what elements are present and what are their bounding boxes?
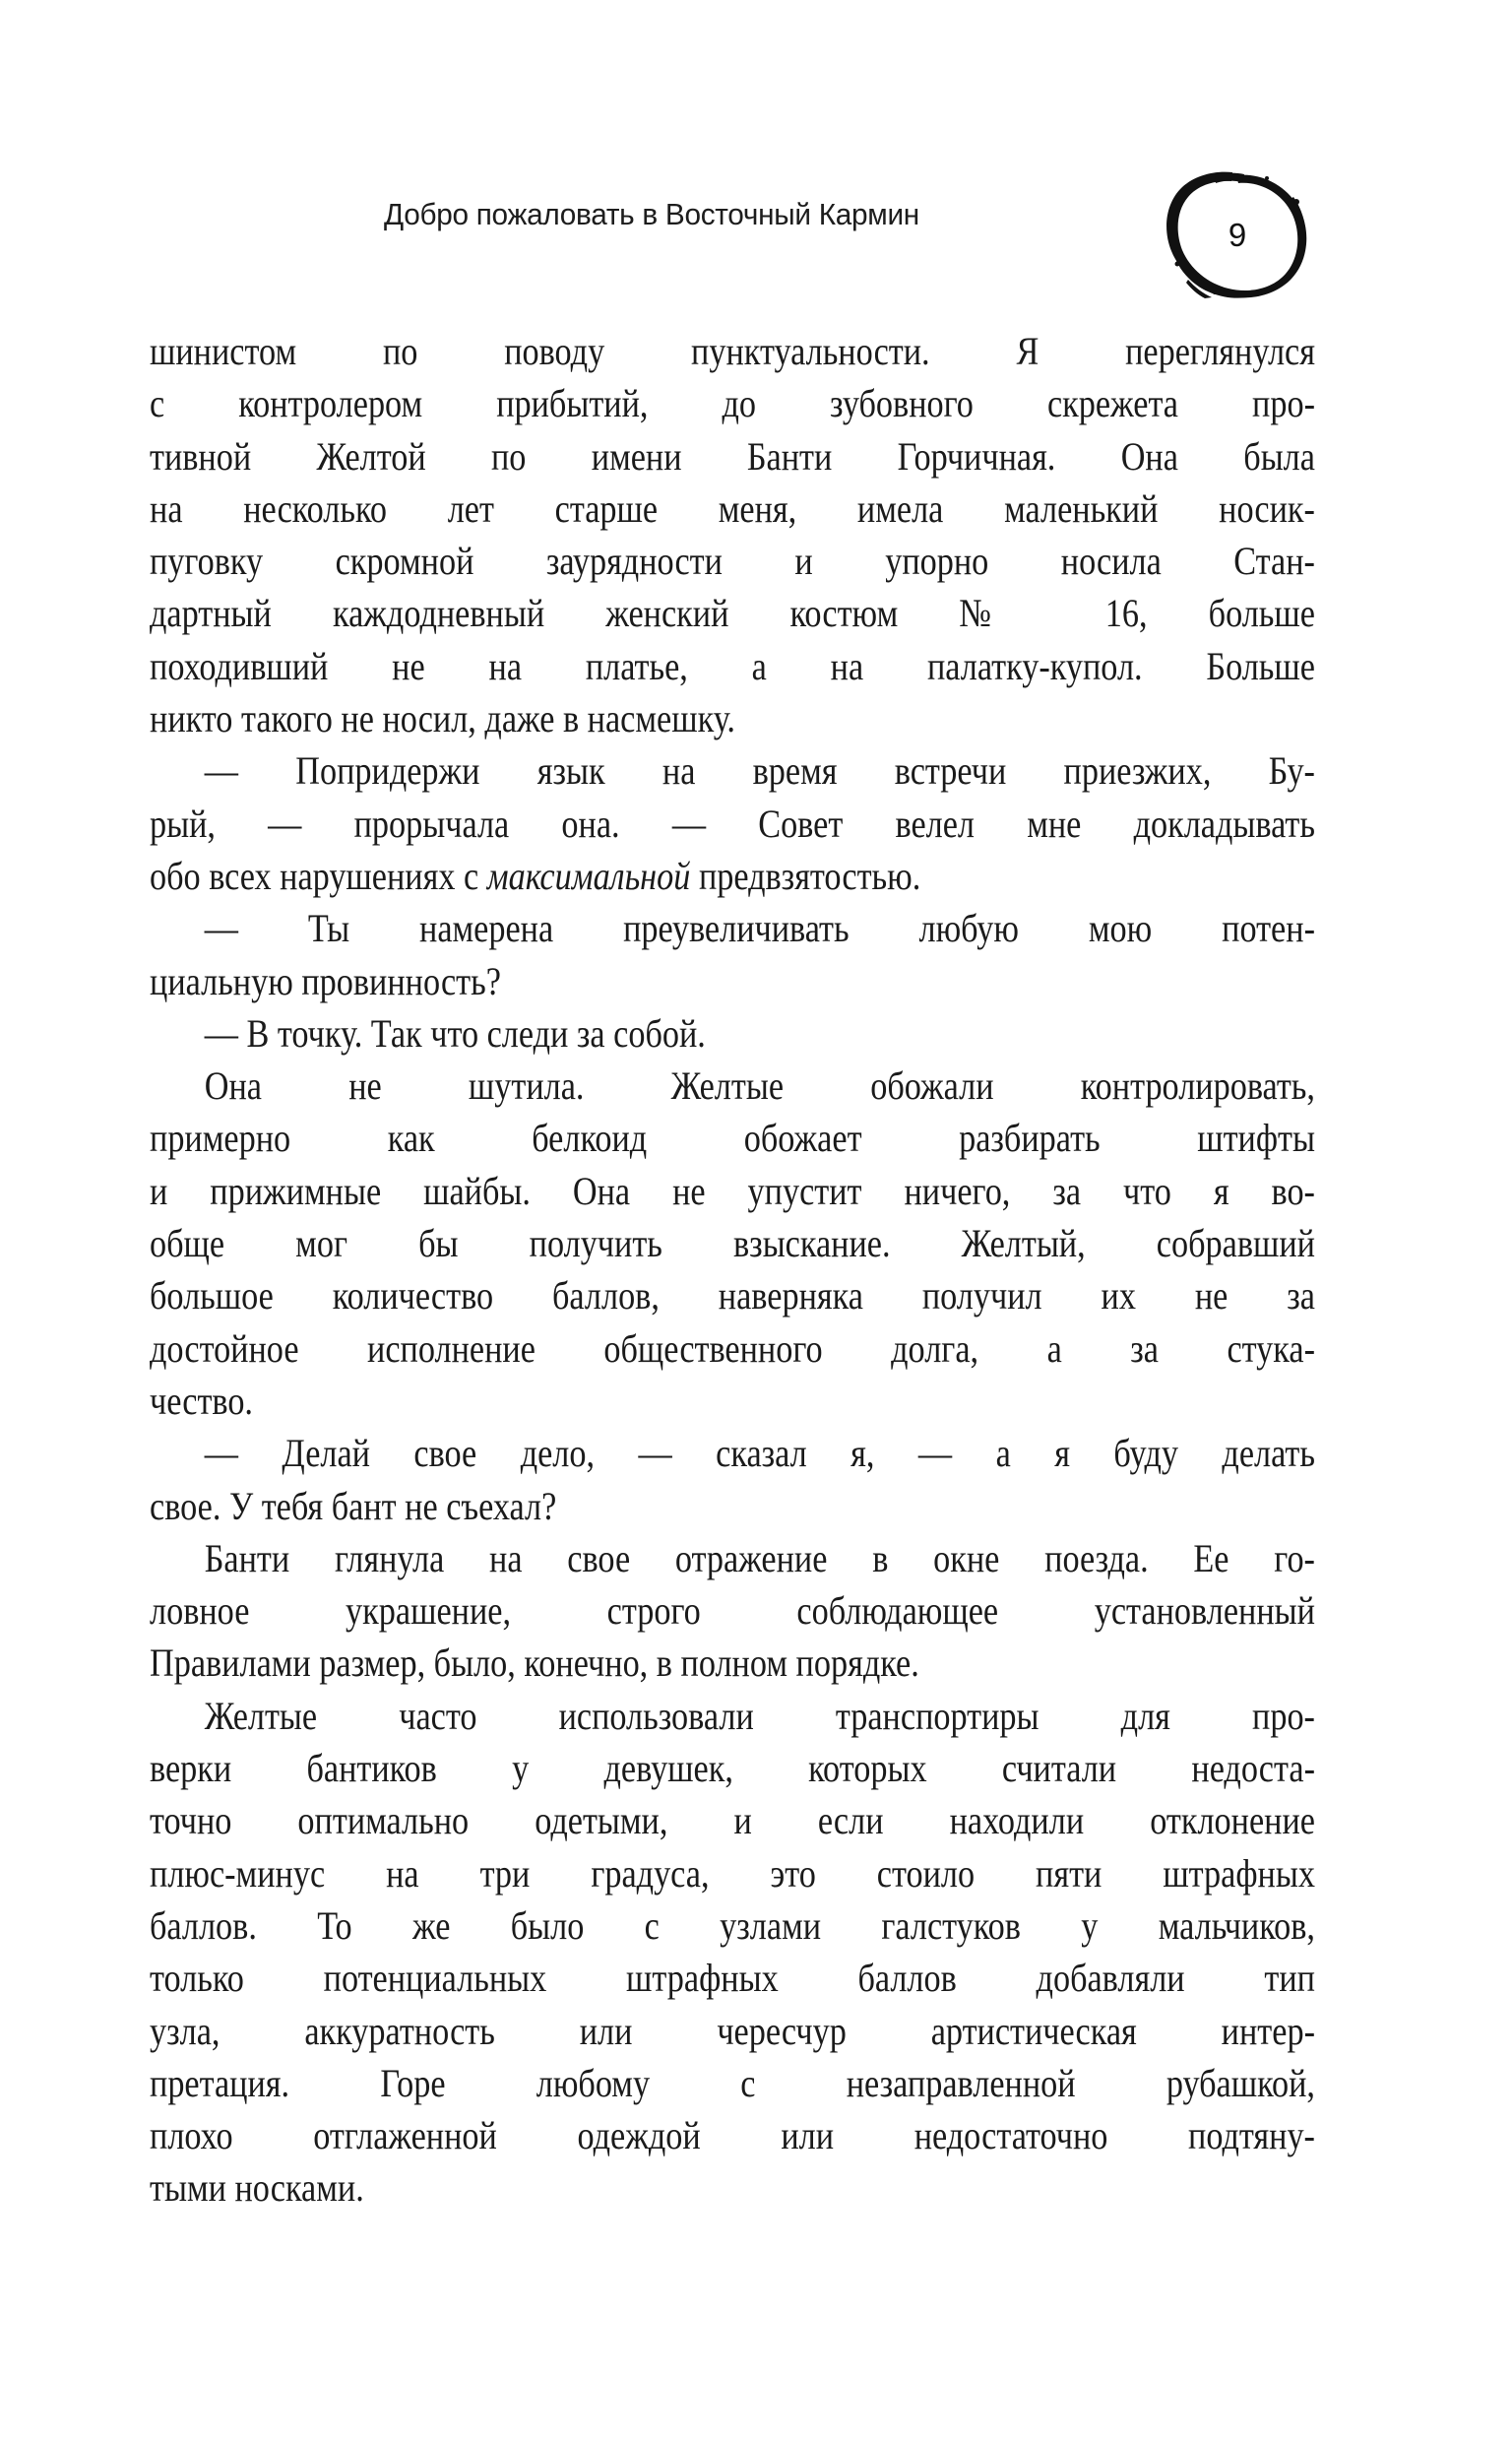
paragraph bbox=[150, 1532, 1315, 1690]
text-line: — Делай свое дело, — сказал я, — а я буду делать bbox=[204, 1431, 1315, 1476]
text-line: — В точку. Так что следи за собой. bbox=[204, 1010, 706, 1056]
text-line: Она не шутила. Желтые обожали контролировать, bbox=[204, 1063, 1315, 1109]
text-line: — Ты намерена преувеличивать любую мою потен- bbox=[204, 906, 1315, 951]
paragraph bbox=[150, 902, 1315, 1007]
page-number-ornament bbox=[1156, 169, 1313, 299]
text-line: верки бантиков у девушек, которых считали недоста- bbox=[150, 1746, 1315, 1791]
text-line: никто такого не носил, даже в насмешку. bbox=[150, 696, 735, 741]
text-line: Банти глянула на свое отражение в окне поезда. Ее го- bbox=[204, 1535, 1315, 1580]
text-line: плохо отглаженной одеждой или недостаточно подтяну- bbox=[150, 2113, 1315, 2158]
text-line: большое количество баллов, наверняка получил их не за bbox=[150, 1273, 1315, 1318]
text-line: на несколько лет старше меня, имела маленький носик- bbox=[150, 485, 1315, 531]
text-line: и прижимные шайбы. Она не упустит ничего, за что я во- bbox=[150, 1168, 1315, 1213]
text-line: шинистом по поводу пунктуальности. Я переглянулся bbox=[150, 329, 1315, 373]
text-line-italic-phrase: обо всех нарушениях с максимальной предвзятостью. bbox=[150, 853, 921, 898]
text-line: свое. У тебя бант не съехал? bbox=[150, 1483, 557, 1528]
body-text bbox=[150, 325, 1315, 2215]
text-line: тивной Желтой по имени Банти Горчичная. Она была bbox=[150, 433, 1315, 479]
text-line: ловное украшение, строго соблюдающее установленный bbox=[150, 1588, 1315, 1634]
paragraph bbox=[150, 1690, 1315, 2215]
text-line: тыми носками. bbox=[150, 2165, 364, 2211]
text-line: Правилами размер, было, конечно, в полном порядке. bbox=[150, 1640, 919, 1686]
text-line: пуговку скромной заурядности и упорно носила Стан- bbox=[150, 539, 1315, 584]
text-line: чество. bbox=[150, 1378, 253, 1423]
text-line: дартный каждодневный женский костюм № 16, больше bbox=[150, 591, 1315, 636]
text-line: плюс-минус на три градуса, это стоило пяти штрафных bbox=[150, 1850, 1315, 1896]
text-line: походивший не на платье, а на палатку-купол. Больше bbox=[150, 643, 1315, 688]
text-line: узла, аккуратность или чересчур артистическая интер- bbox=[150, 2008, 1315, 2053]
text-line: циальную провинность? bbox=[150, 958, 501, 1003]
paragraph bbox=[150, 1060, 1315, 1427]
paragraph bbox=[150, 1007, 1315, 1060]
running-head bbox=[150, 175, 1315, 293]
text-line: Желтые часто использовали транспортиры для про- bbox=[204, 1693, 1315, 1738]
text-line: баллов. То же было с узлами галстуков у мальчиков, bbox=[150, 1902, 1315, 1948]
page-number: 9 bbox=[1228, 217, 1247, 253]
paragraph bbox=[150, 325, 1315, 744]
text-line: обще мог бы получить взыскание. Желтый, собравший bbox=[150, 1221, 1315, 1266]
text-line: рый, — прорычала она. — Совет велел мне докладывать bbox=[150, 801, 1315, 846]
paragraph bbox=[150, 1427, 1315, 1532]
text-line: — Попридержи язык на время встречи приезжих, Бу- bbox=[204, 748, 1315, 794]
text-line: с контролером прибытий, до зубовного скрежета про- bbox=[150, 381, 1315, 426]
text-line: примерно как белкоид обожает разбирать штифты bbox=[150, 1116, 1315, 1161]
text-line: претация. Горе любому с незаправленной рубашкой, bbox=[150, 2060, 1315, 2105]
paragraph bbox=[150, 744, 1315, 902]
italic-word: максимальной bbox=[486, 853, 691, 898]
text-line: достойное исполнение общественного долга, а за стука- bbox=[150, 1325, 1315, 1371]
text-line: только потенциальных штрафных баллов добавляли тип bbox=[150, 1956, 1315, 2001]
text-line: точно оптимально одетыми, и если находили отклонение bbox=[150, 1798, 1315, 1843]
running-title: Добро пожаловать в Восточный Кармин bbox=[384, 197, 919, 231]
